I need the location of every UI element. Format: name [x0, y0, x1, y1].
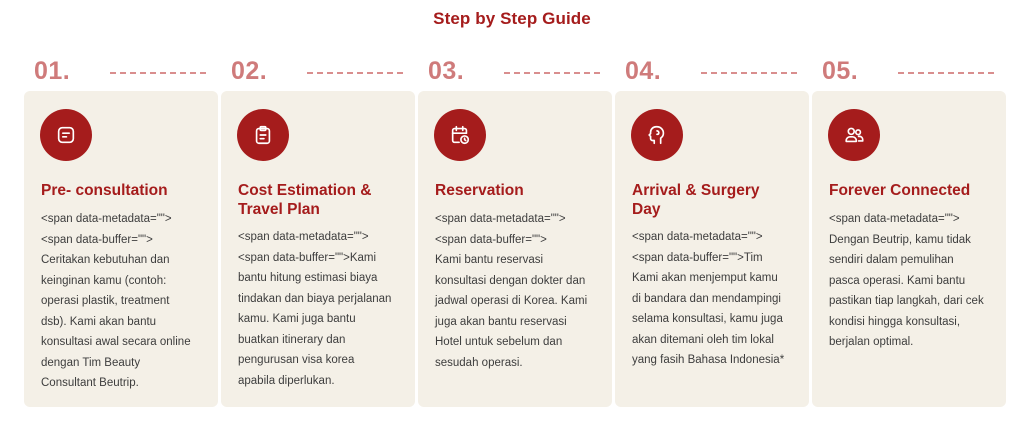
step-title: Cost Estimation & Travel Plan: [238, 182, 372, 218]
step-header: [221, 55, 415, 89]
step-card: [812, 91, 1006, 407]
step-description: <span data-metadata=""> <span data-buffer="">Tim Kami akan menjemput kamu di bandara dan mendampingi selama konsultasi, kamu juga akan ditemani oleh tim lokal yang fasih Bahasa Indonesia*: [632, 231, 785, 366]
steps-row: [24, 55, 1004, 407]
step-3: [418, 55, 612, 407]
step-1: [24, 55, 218, 407]
step-description: <span data-metadata=""> <span data-buffer="">Kami bantu hitung estimasi biaya tindakan dan biaya perjalanan kamu. Kami juga bantu buatkan itinerary dan pengurusan visa korea apabila diperlukan.: [238, 231, 392, 387]
section-title: Step by Step Guide: [433, 9, 591, 28]
step-2: [221, 55, 415, 407]
step-title: Arrival & Surgery Day: [632, 182, 760, 218]
step-card: [221, 91, 415, 407]
dashed-divider: [701, 72, 797, 74]
step-card: [24, 91, 218, 407]
step-title: Pre- consultation: [41, 182, 168, 199]
clipboard-icon: [237, 109, 289, 161]
step-number: 04.: [625, 57, 662, 85]
dashed-divider: [110, 72, 206, 74]
step-header: [812, 55, 1006, 89]
step-title: Forever Connected: [829, 182, 971, 199]
people-icon: [828, 109, 880, 161]
step-card: [615, 91, 809, 407]
dashed-divider: [898, 72, 994, 74]
step-number: 05.: [822, 57, 859, 85]
step-description: <span data-metadata=""> <span data-buffer=""> Ceritakan kebutuhan dan keinginan kamu (contoh: operasi plastik, treatment dsb). Kami akan bantu konsultasi awal secara online dengan Tim Beauty Consultant Beutrip.: [41, 213, 191, 389]
step-header: [24, 55, 218, 89]
step-number: 02.: [231, 57, 268, 85]
step-header: [418, 55, 612, 89]
step-card: [418, 91, 612, 407]
step-title: Reservation: [435, 182, 524, 199]
step-number: 01.: [34, 57, 71, 85]
chat-note-icon: [40, 109, 92, 161]
step-description: <span data-metadata=""> Dengan Beutrip, kamu tidak sendiri dalam pemulihan pasca operasi. Kami bantu pastikan tiap langkah, dari cek kondisi hingga konsultasi, berjalan optimal.: [829, 213, 984, 348]
step-header: [615, 55, 809, 89]
face-profile-icon: [631, 109, 683, 161]
calendar-clock-icon: [434, 109, 486, 161]
step-number: 03.: [428, 57, 465, 85]
step-description: <span data-metadata=""> <span data-buffer=""> Kami bantu reservasi konsultasi dengan dokter dan jadwal operasi di Korea. Kami juga akan bantu reservasi Hotel untuk sebelum dan sesudah operasi.: [435, 213, 588, 369]
dashed-divider: [307, 72, 403, 74]
step-4: [615, 55, 809, 407]
step-5: [812, 55, 1006, 407]
dashed-divider: [504, 72, 600, 74]
